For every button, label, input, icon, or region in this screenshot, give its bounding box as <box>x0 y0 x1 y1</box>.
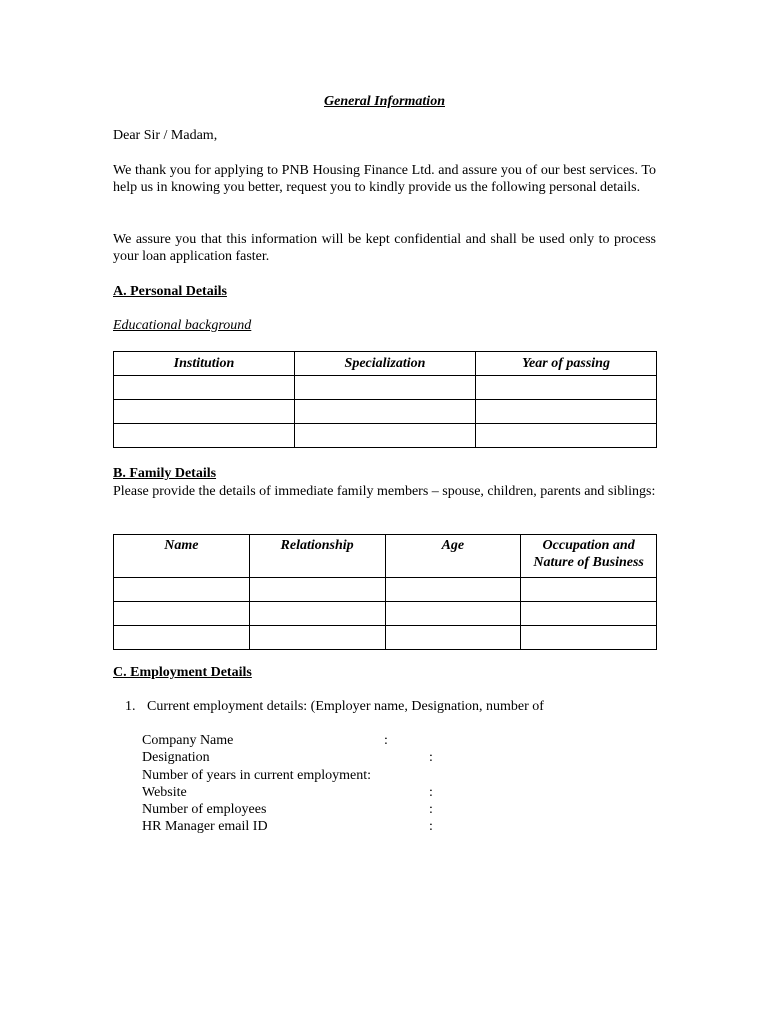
family-cell[interactable] <box>385 602 521 626</box>
education-cell[interactable] <box>476 424 657 448</box>
education-cell[interactable] <box>295 400 476 424</box>
field-number-of-employees <box>142 801 433 818</box>
header-relationship: Relationship <box>249 535 385 578</box>
education-table-header-row <box>114 352 657 376</box>
field-colon: : <box>384 733 388 748</box>
field-colon: : <box>429 802 433 817</box>
field-label: Number of years in current employment <box>142 768 368 783</box>
family-cell[interactable] <box>114 626 250 650</box>
list-number: 1. <box>125 699 136 714</box>
field-website <box>142 784 433 801</box>
intro-paragraph: We thank you for applying to PNB Housing Finance Ltd. and assure you of our best services. To help us in knowing you better, request you to kindly provide us the following personal details. <box>113 163 656 195</box>
family-details-description: Please provide the details of immediate family members – spouse, children, parents and siblings: <box>113 484 656 499</box>
header-specialization: Specialization <box>295 352 476 376</box>
education-cell[interactable] <box>114 400 295 424</box>
field-colon: : <box>429 750 433 765</box>
field-years-employment <box>142 767 371 784</box>
education-cell[interactable] <box>295 376 476 400</box>
table-row <box>114 578 657 602</box>
table-row <box>114 626 657 650</box>
family-cell[interactable] <box>249 602 385 626</box>
table-row <box>114 376 657 400</box>
salutation: Dear Sir / Madam, <box>113 128 218 143</box>
table-row <box>114 602 657 626</box>
list-item <box>125 698 544 715</box>
field-label: HR Manager email ID <box>142 819 268 834</box>
field-colon: : <box>367 768 371 783</box>
header-year-of-passing: Year of passing <box>476 352 657 376</box>
family-cell[interactable] <box>521 602 657 626</box>
education-cell[interactable] <box>476 376 657 400</box>
family-cell[interactable] <box>521 626 657 650</box>
family-cell[interactable] <box>249 578 385 602</box>
education-table <box>113 351 657 448</box>
family-cell[interactable] <box>114 578 250 602</box>
section-b-heading: B. Family Details <box>113 466 217 481</box>
field-colon: : <box>429 819 433 834</box>
family-table <box>113 534 657 650</box>
table-row <box>114 400 657 424</box>
family-cell[interactable] <box>521 578 657 602</box>
list-text: Current employment details: (Employer name, Designation, number of <box>147 699 544 714</box>
education-cell[interactable] <box>295 424 476 448</box>
field-designation <box>142 749 433 766</box>
field-label: Number of employees <box>142 802 267 817</box>
field-colon: : <box>429 785 433 800</box>
field-company-name <box>142 732 388 749</box>
confidential-paragraph: We assure you that this information will be kept confidential and shall be used only to process your loan application faster. <box>113 232 656 264</box>
education-cell[interactable] <box>476 400 657 424</box>
field-hr-email <box>142 818 433 835</box>
education-cell[interactable] <box>114 424 295 448</box>
page-title: General Information <box>324 94 445 109</box>
education-cell[interactable] <box>114 376 295 400</box>
field-label: Company Name <box>142 733 234 748</box>
header-name: Name <box>114 535 250 578</box>
table-row <box>114 424 657 448</box>
section-c-heading: C. Employment Details <box>113 665 252 680</box>
section-a-heading: A. Personal Details <box>113 284 227 299</box>
family-cell[interactable] <box>385 626 521 650</box>
header-age: Age <box>385 535 521 578</box>
family-cell[interactable] <box>249 626 385 650</box>
field-label: Website <box>142 785 187 800</box>
family-cell[interactable] <box>385 578 521 602</box>
header-occupation: Occupation and Nature of Business <box>521 535 657 578</box>
field-label: Designation <box>142 750 210 765</box>
family-table-header-row <box>114 535 657 578</box>
educational-background-subheading: Educational background <box>113 318 252 333</box>
family-cell[interactable] <box>114 602 250 626</box>
header-institution: Institution <box>114 352 295 376</box>
